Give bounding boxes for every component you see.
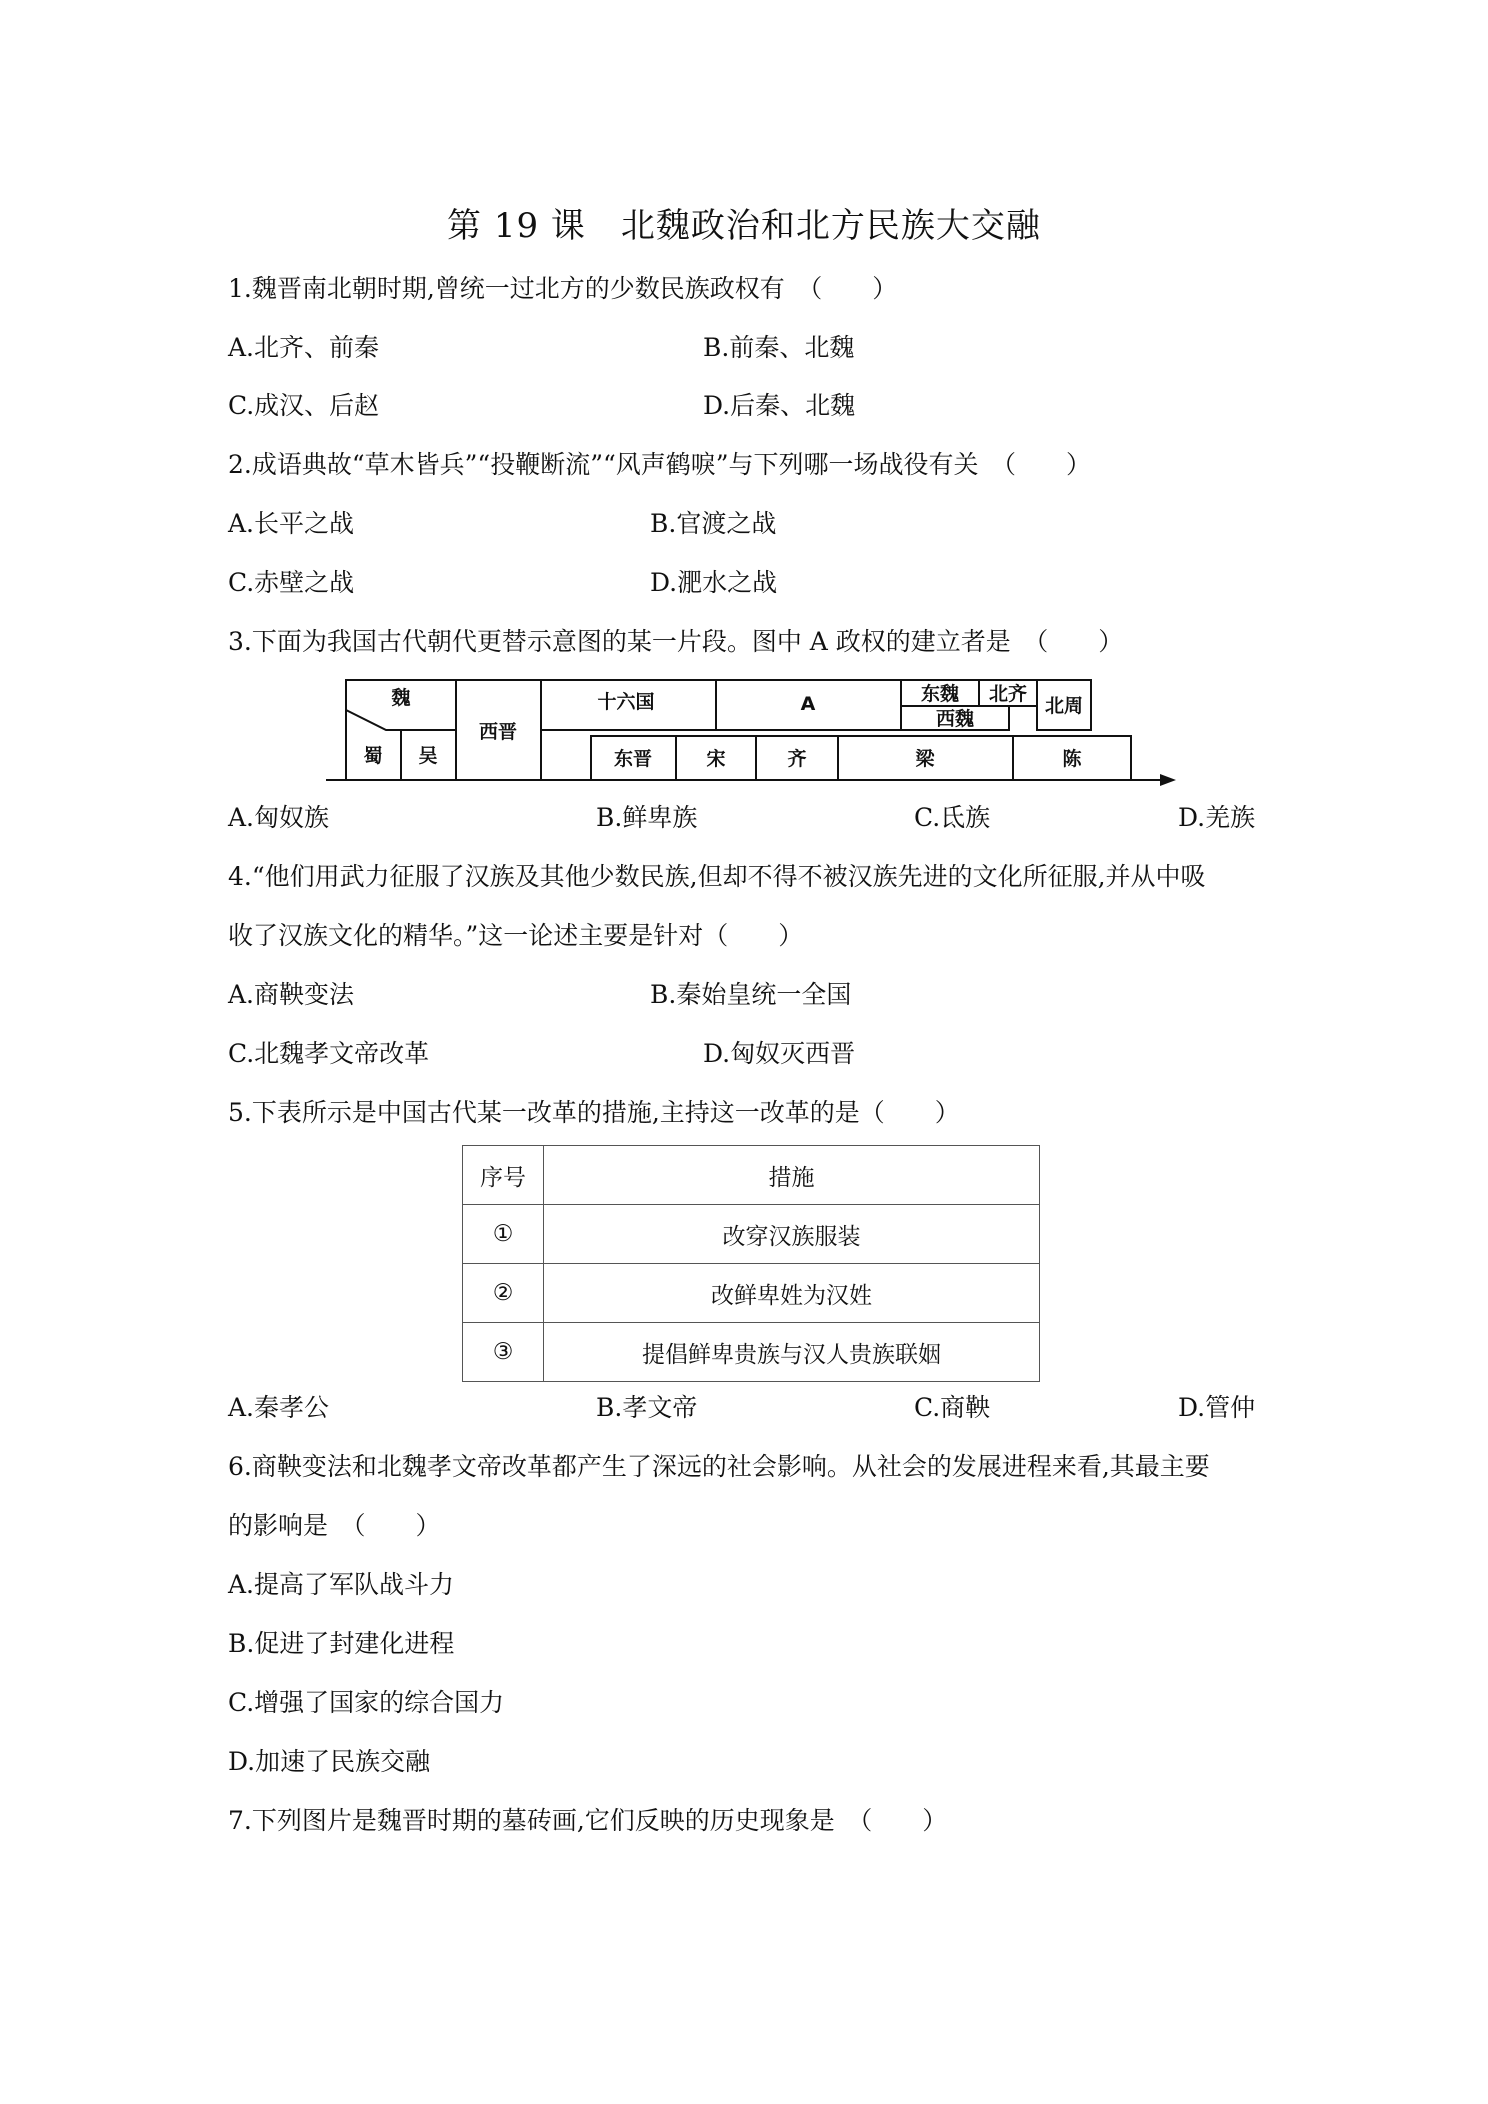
timeline-label-wei: 魏 bbox=[391, 687, 411, 709]
table-cell-number: ① bbox=[463, 1205, 544, 1264]
question-2-option-c[interactable]: C.赤壁之战 bbox=[228, 568, 355, 597]
timeline-label-shiliuguo: 十六国 bbox=[597, 691, 655, 713]
timeline-label-liang: 梁 bbox=[915, 748, 935, 770]
question-5-option-a[interactable]: A.秦孝公 bbox=[228, 1393, 330, 1422]
timeline-label-dongwei: 东魏 bbox=[920, 683, 960, 705]
timeline-arrow-icon bbox=[1160, 774, 1176, 786]
table-header-measure: 措施 bbox=[544, 1146, 1040, 1205]
timeline-label-song: 宋 bbox=[706, 748, 726, 770]
question-2-stem: 2.成语典故“草木皆兵”“投鞭断流”“风声鹤唳”与下列哪一场战役有关 （ ） bbox=[228, 450, 1092, 479]
question-6-option-a[interactable]: A.提高了军队战斗力 bbox=[228, 1570, 455, 1599]
question-7-stem: 7.下列图片是魏晋时期的墓砖画,它们反映的历史现象是 （ ） bbox=[228, 1806, 948, 1835]
question-3-option-a[interactable]: A.匈奴族 bbox=[228, 803, 330, 832]
table-row bbox=[463, 1264, 1040, 1323]
question-6-stem-line-2: 的影响是 （ ） bbox=[228, 1511, 441, 1540]
question-5-option-b[interactable]: B.孝文帝 bbox=[596, 1393, 698, 1422]
timeline-label-dongjin: 东晋 bbox=[613, 748, 653, 770]
question-4-stem-line-2: 收了汉族文化的精华。”这一论述主要是针对（ ） bbox=[228, 921, 804, 950]
question-3-option-b[interactable]: B.鲜卑族 bbox=[596, 803, 698, 832]
question-6-option-b[interactable]: B.促进了封建化进程 bbox=[228, 1629, 455, 1658]
question-2-option-b[interactable]: B.官渡之战 bbox=[650, 509, 777, 538]
table-cell-number: ③ bbox=[463, 1323, 544, 1382]
timeline-label-a: A bbox=[800, 693, 816, 715]
question-4-option-c[interactable]: C.北魏孝文帝改革 bbox=[228, 1039, 430, 1068]
reform-measures-table bbox=[462, 1145, 1040, 1382]
question-6-option-d[interactable]: D.加速了民族交融 bbox=[228, 1747, 431, 1776]
page-title: 第 19 课 北魏政治和北方民族大交融 bbox=[447, 206, 1041, 246]
table-cell-measure: 提倡鲜卑贵族与汉人贵族联姻 bbox=[544, 1323, 1040, 1382]
timeline-label-beiqi: 北齐 bbox=[988, 683, 1028, 705]
table-row bbox=[463, 1205, 1040, 1264]
table-header-number: 序号 bbox=[463, 1146, 544, 1205]
question-4-option-d[interactable]: D.匈奴灭西晋 bbox=[703, 1039, 856, 1068]
question-1-option-c[interactable]: C.成汉、后赵 bbox=[228, 391, 380, 420]
question-3-option-c[interactable]: C.氐族 bbox=[914, 803, 991, 832]
timeline-label-chen: 陈 bbox=[1062, 748, 1082, 770]
question-5-option-c[interactable]: C.商鞅 bbox=[914, 1393, 991, 1422]
timeline-split-line bbox=[346, 710, 456, 730]
question-2-option-a[interactable]: A.长平之战 bbox=[228, 509, 355, 538]
table-header-row bbox=[463, 1146, 1040, 1205]
question-6-option-c[interactable]: C.增强了国家的综合国力 bbox=[228, 1688, 505, 1717]
timeline-label-xiwei: 西魏 bbox=[935, 708, 975, 730]
timeline-label-qi: 齐 bbox=[787, 748, 807, 770]
question-5-stem: 5.下表所示是中国古代某一改革的措施,主持这一改革的是（ ） bbox=[228, 1098, 960, 1127]
question-3-option-d[interactable]: D.羌族 bbox=[1178, 803, 1256, 832]
question-1-stem: 1.魏晋南北朝时期,曾统一过北方的少数民族政权有 （ ） bbox=[228, 274, 898, 303]
timeline-label-wu: 吴 bbox=[418, 745, 438, 767]
dynasty-timeline-diagram bbox=[326, 674, 1176, 794]
table-row bbox=[463, 1323, 1040, 1382]
question-1-option-d[interactable]: D.后秦、北魏 bbox=[703, 391, 856, 420]
table-cell-measure: 改鲜卑姓为汉姓 bbox=[544, 1264, 1040, 1323]
question-2-option-d[interactable]: D.淝水之战 bbox=[650, 568, 778, 597]
question-3-stem: 3.下面为我国古代朝代更替示意图的某一片段。图中 A 政权的建立者是 （ ） bbox=[228, 627, 1124, 656]
question-5-option-d[interactable]: D.管仲 bbox=[1178, 1393, 1256, 1422]
table-cell-measure: 改穿汉族服装 bbox=[544, 1205, 1040, 1264]
question-1-option-a[interactable]: A.北齐、前秦 bbox=[228, 333, 380, 362]
timeline-label-xijin: 西晋 bbox=[478, 721, 518, 743]
question-4-option-a[interactable]: A.商鞅变法 bbox=[228, 980, 355, 1009]
table-cell-number: ② bbox=[463, 1264, 544, 1323]
question-6-stem-line-1: 6.商鞅变法和北魏孝文帝改革都产生了深远的社会影响。从社会的发展进程来看,其最主要 bbox=[228, 1452, 1210, 1481]
question-4-stem-line-1: 4.“他们用武力征服了汉族及其他少数民族,但却不得不被汉族先进的文化所征服,并从中吸 bbox=[228, 862, 1206, 891]
question-1-option-b[interactable]: B.前秦、北魏 bbox=[703, 333, 855, 362]
timeline-label-shu: 蜀 bbox=[363, 745, 383, 767]
timeline-label-beizhou: 北周 bbox=[1044, 695, 1084, 717]
question-4-option-b[interactable]: B.秦始皇统一全国 bbox=[650, 980, 852, 1009]
